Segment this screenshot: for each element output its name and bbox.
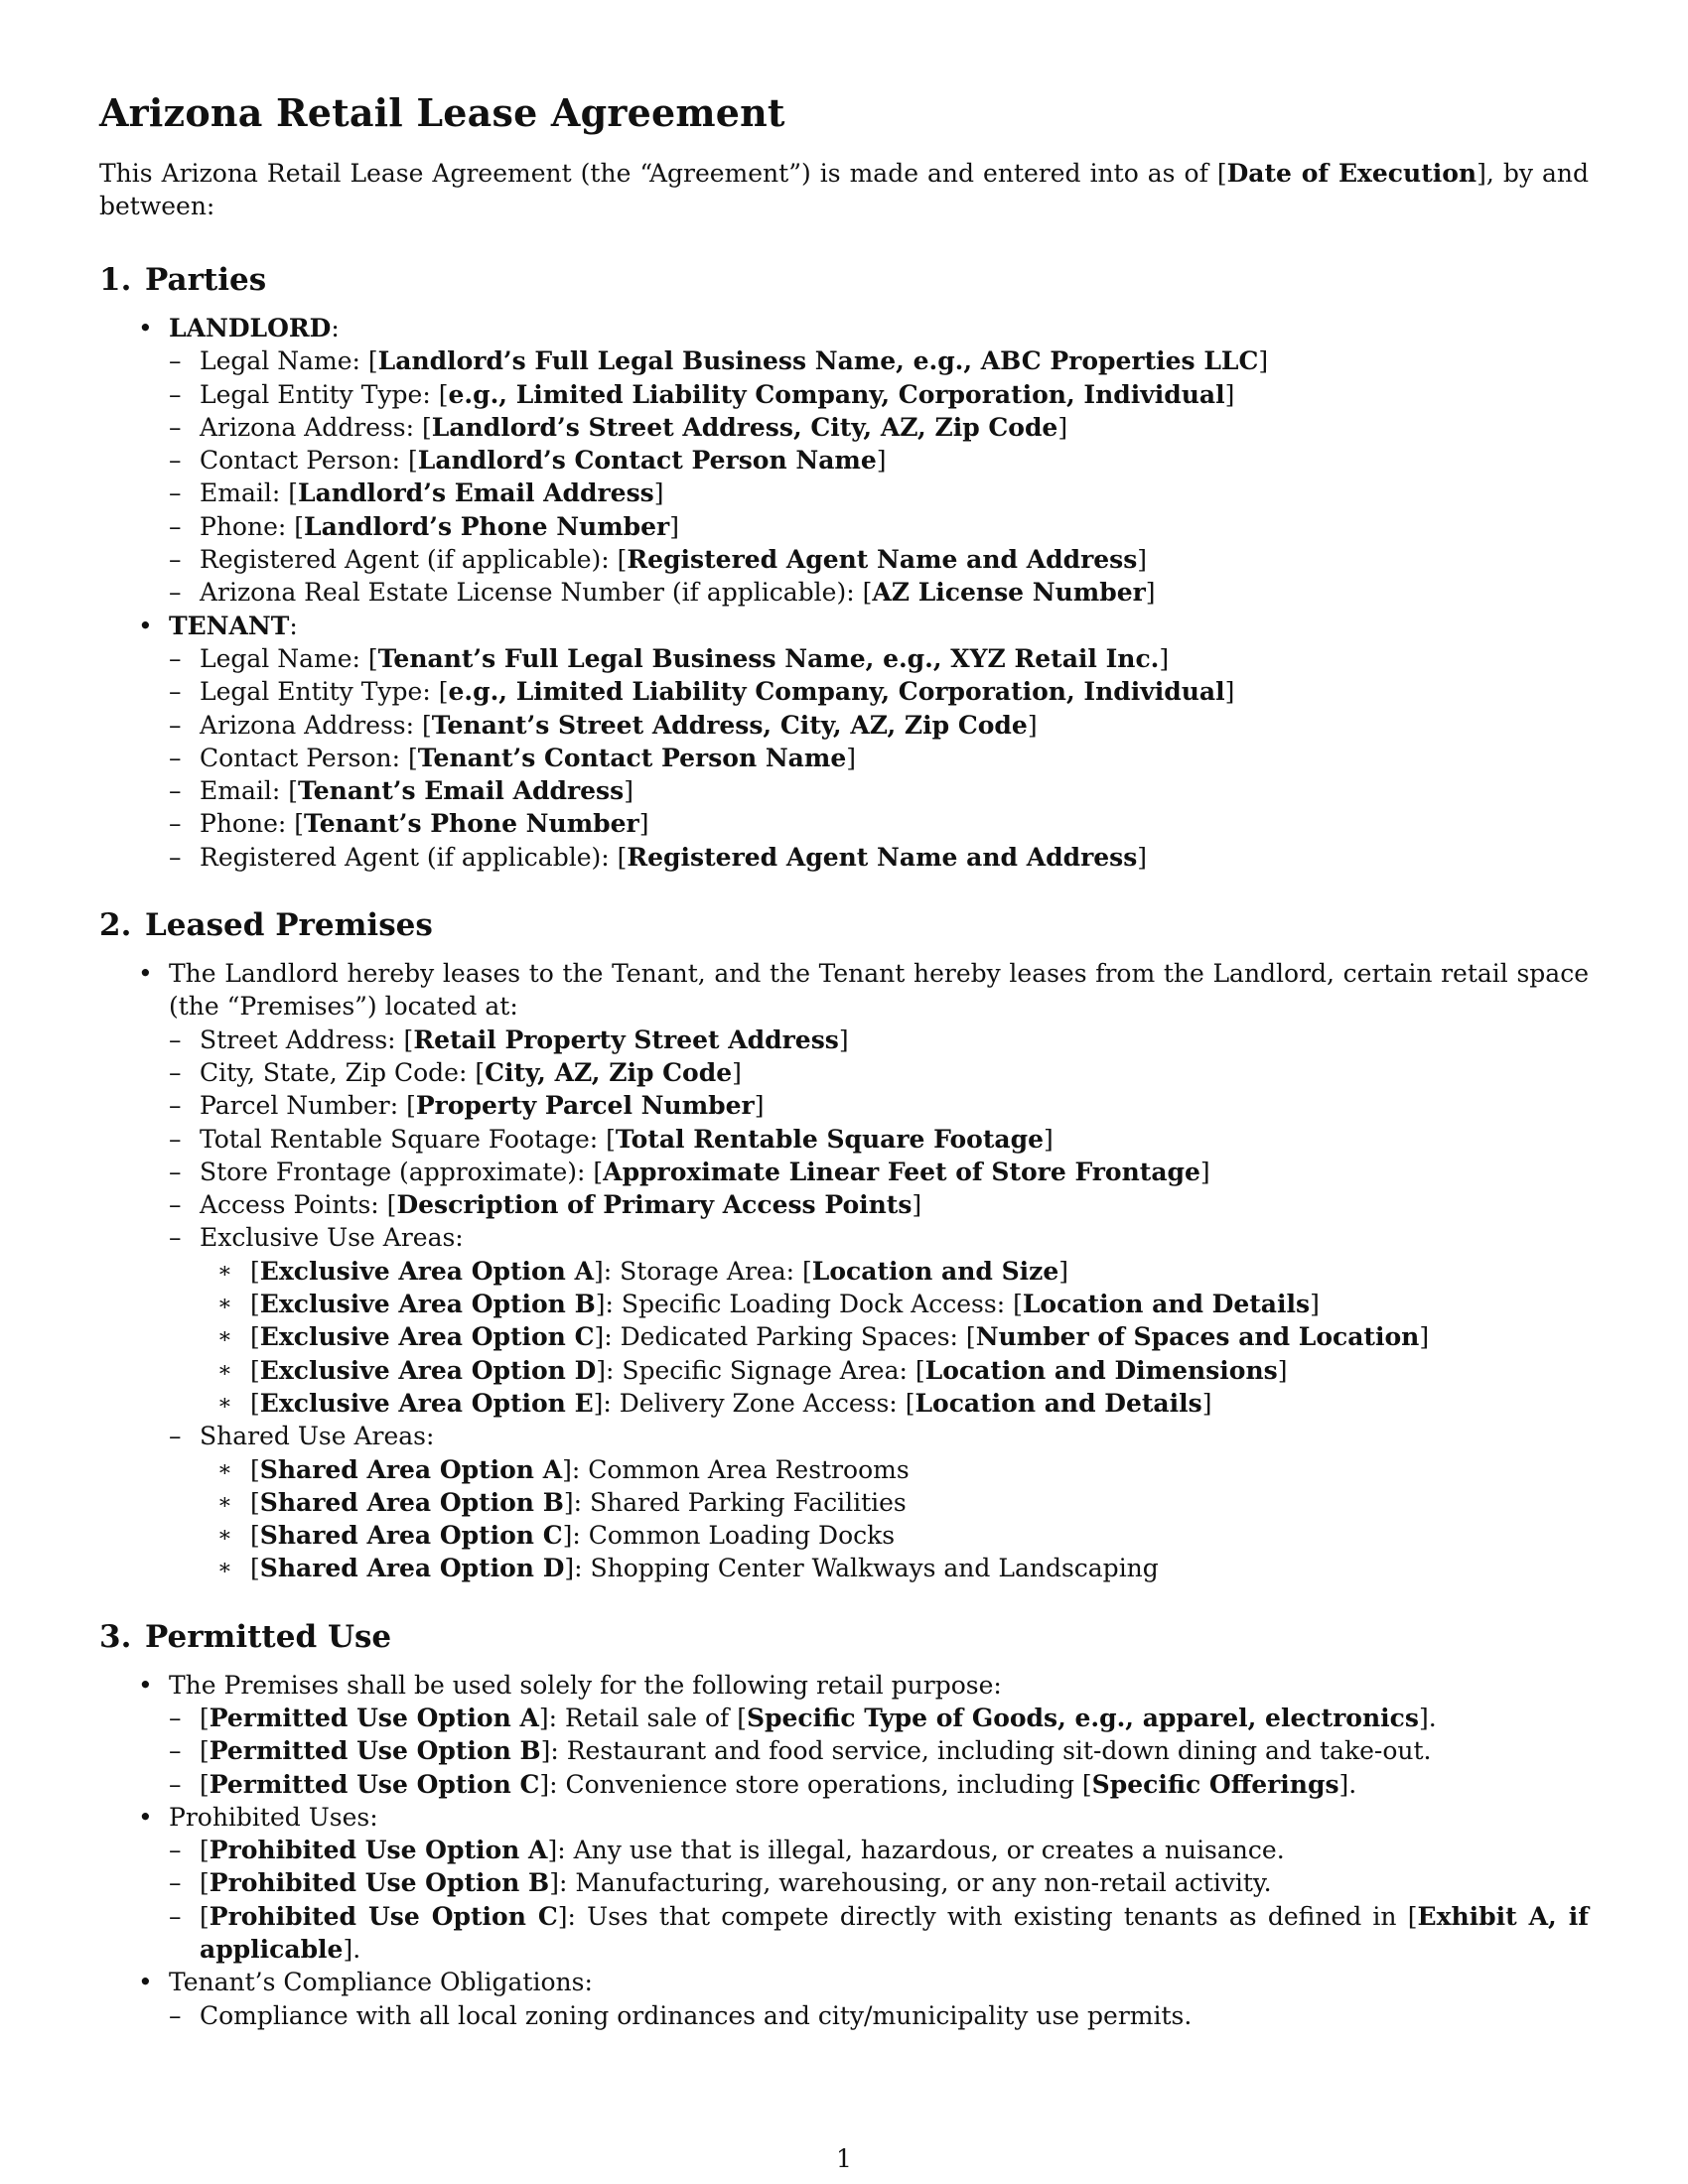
field-label: Total Rentable Square Footage: [200,1124,607,1154]
tenant-label: TENANT [169,611,290,640]
exclusive-label: Exclusive Use Areas: [200,1223,464,1253]
option-text: : Convenience store operations, including [ [549,1769,1092,1799]
field-placeholder: Registered Agent Name and Address [627,545,1138,575]
permitted-option: – [Permitted Use Option C]: Convenience store operations, including [Specific Offerings]. [169,1768,1589,1801]
option-placeholder: Location and Size [811,1256,1059,1286]
field-label: Street Address: [200,1024,404,1054]
section-heading [99,258,1589,302]
prohibited-option: – [Prohibited Use Option A]: Any use that is illegal, hazardous, or creates a nuisance. [169,1834,1589,1866]
landlord-fields [169,344,1589,609]
premises-lead: The Landlord hereby leases to the Tenant, and the Tenant hereby leases from the Landlord, certain retail space (the “Premises”) located at: [169,959,1589,1022]
option-name: Exclusive Area Option C [259,1322,595,1352]
field-label: Store Frontage (approximate): [200,1157,594,1186]
tenant-field: – Legal Entity Type: [e.g., Limited Liability Company, Corporation, Individual] [169,675,1589,708]
premises-list [99,957,1589,1585]
option-placeholder: Location and Details [1022,1290,1311,1319]
field-label: Email: [200,776,289,806]
option-text: : Specific Signage Area: [606,1355,915,1385]
option-name: Shared Area Option B [259,1487,564,1517]
option-placeholder: Location and Details [914,1388,1202,1418]
exclusive-options [200,1255,1589,1420]
option-text: : Delivery Zone Access: [603,1388,906,1418]
field-placeholder: Total Rentable Square Footage [615,1124,1044,1154]
exclusive-option: ∗ [Exclusive Area Option A]: Storage Area: [Location and Size] [200,1255,1589,1288]
field-placeholder: Landlord’s Street Address, City, AZ, Zip Code [431,412,1058,442]
premises-field: – Street Address: [Retail Property Street Address] [169,1024,1589,1056]
shared-option: ∗ [Shared Area Option A]: Common Area Restrooms [200,1453,1589,1486]
premises-field-list [169,1024,1589,1222]
intro-text-end: ], by and between: [99,159,1589,220]
exclusive-option: ∗ [Exclusive Area Option D]: Specific Signage Area: [Location and Dimensions] [200,1354,1589,1387]
parties-list [99,312,1589,874]
exclusive-option: ∗ [Exclusive Area Option E]: Delivery Zone Access: [Location and Details] [200,1387,1589,1420]
exclusive-use-item [169,1221,1589,1420]
section-parties [99,258,1589,874]
option-name: Prohibited Use Option A [209,1836,548,1865]
field-label: Registered Agent (if applicable): [200,545,618,575]
field-placeholder: Tenant’s Full Legal Business Name, e.g., XYZ Retail Inc. [377,643,1160,673]
field-label: Access Points: [200,1190,387,1220]
landlord-field: – Arizona Address: [Landlord’s Street Address, City, AZ, Zip Code] [169,411,1589,444]
shared-option: ∗ [Shared Area Option C]: Common Loading Docks [200,1519,1589,1552]
compliance-lead: Tenant’s Compliance Obligations: [169,1968,593,1997]
option-name: Prohibited Use Option B [209,1868,550,1898]
tenant-field: – Registered Agent (if applicable): [Registered Agent Name and Address] [169,841,1589,874]
field-label: Contact Person: [200,446,409,476]
field-placeholder: Approximate Linear Feet of Store Frontage [603,1157,1200,1186]
prohibited-option: – [Prohibited Use Option C]: Uses that compete directly with existing tenants as defined in [Exhibit A, if applicable]. [169,1900,1589,1967]
field-placeholder: Tenant’s Email Address [298,776,625,806]
page-number: 1 [836,2144,852,2173]
option-name: Exclusive Area Option A [259,1256,594,1286]
prohibited-option: – [Prohibited Use Option B]: Manufacturing, warehousing, or any non-retail activity. [169,1866,1589,1899]
exclusive-use [169,1221,1589,1584]
field-label: Email: [200,478,289,508]
section-number: 3. [99,1618,132,1655]
option-end: ]. [1418,1703,1437,1732]
field-label: Legal Name: [200,346,368,376]
option-text: : Shopping Center Walkways and Landscaping [574,1554,1159,1583]
field-label: Legal Name: [200,643,368,673]
option-text: : Specific Loading Dock Access: [605,1290,1014,1319]
landlord-field: – Arizona Real Estate License Number (if applicable): [AZ License Number] [169,576,1589,609]
option-end: ]. [343,1935,361,1965]
option-text: : Common Loading Docks [572,1521,896,1551]
premises-field: – City, State, Zip Code: [City, AZ, Zip Code] [169,1056,1589,1089]
section-number: 1. [99,262,132,298]
document-title: Arizona Retail Lease Agreement [99,90,785,135]
premises-field: – Parcel Number: [Property Parcel Number] [169,1089,1589,1122]
permitted-lead: The Premises shall be used solely for the following retail purpose: [169,1670,1002,1700]
field-placeholder: Tenant’s Street Address, City, AZ, Zip Code [431,710,1028,740]
tenant-field: – Phone: [Tenant’s Phone Number] [169,807,1589,840]
intro-paragraph [99,157,1589,222]
field-label: Arizona Address: [200,710,423,740]
shared-use-item [169,1420,1589,1584]
option-name: Permitted Use Option A [209,1703,539,1732]
permitted-option: – [Permitted Use Option B]: Restaurant and food service, including sit-down dining and take-out. [169,1734,1589,1767]
landlord-field: – Email: [Landlord’s Email Address] [169,477,1589,509]
option-text: : Manufacturing, warehousing, or any non-retail activity. [558,1868,1272,1898]
field-placeholder: Tenant’s Phone Number [304,809,639,839]
option-text: : Restaurant and food service, including sit-down dining and take-out. [550,1736,1432,1766]
use-list [99,1669,1589,2032]
field-label: Phone: [200,511,295,541]
compliance-item [99,1966,1589,2032]
premises-field: – Total Rentable Square Footage: [Total Rentable Square Footage] [169,1123,1589,1156]
tenant-fields [169,642,1589,874]
field-label: Phone: [200,809,295,839]
landlord-field: – Phone: [Landlord’s Phone Number] [169,510,1589,543]
option-text: : Retail sale of [ [548,1703,747,1732]
tenant-field: – Contact Person: [Tenant’s Contact Person Name] [169,742,1589,774]
option-placeholder: Location and Dimensions [924,1355,1278,1385]
field-label: Legal Entity Type: [200,677,439,707]
tenant-field: – Arizona Address: [Tenant’s Street Address, City, AZ, Zip Code] [169,709,1589,742]
field-placeholder: Description of Primary Access Points [396,1190,913,1220]
option-name: Permitted Use Option C [209,1769,540,1799]
landlord-field: – Contact Person: [Landlord’s Contact Person Name] [169,444,1589,477]
option-text: : Dedicated Parking Spaces: [604,1322,966,1352]
premises-field: – Access Points: [Description of Primary Access Points] [169,1188,1589,1221]
option-placeholder: Specific Offerings [1091,1769,1339,1799]
shared-label: Shared Use Areas: [200,1422,435,1451]
section-permitted-use [99,1615,1589,2032]
section-title: Permitted Use [145,1618,392,1655]
field-label: Arizona Address: [200,412,423,442]
field-placeholder: Landlord’s Contact Person Name [417,446,877,476]
section-heading [99,903,1589,947]
permitted-option: – [Permitted Use Option A]: Retail sale of [Specific Type of Goods, e.g., apparel, electronics]. [169,1702,1589,1734]
premises-item [99,957,1589,1585]
option-text: : Shared Parking Facilities [573,1487,907,1517]
option-placeholder: Number of Spaces and Location [975,1322,1420,1352]
permitted-item [99,1669,1589,1801]
field-placeholder: Landlord’s Full Legal Business Name, e.g., ABC Properties LLC [377,346,1259,376]
field-placeholder: Registered Agent Name and Address [627,842,1138,872]
shared-option: ∗ [Shared Area Option B]: Shared Parking Facilities [200,1486,1589,1519]
option-placeholder: Exhibit A, if applicable [200,1901,1589,1965]
prohibited-item [99,1801,1589,1966]
landlord-field: – Registered Agent (if applicable): [Registered Agent Name and Address] [169,543,1589,576]
landlord-field: – Legal Name: [Landlord’s Full Legal Business Name, e.g., ABC Properties LLC] [169,344,1589,377]
section-number: 2. [99,907,132,944]
exclusive-option: ∗ [Exclusive Area Option B]: Specific Loading Dock Access: [Location and Details] [200,1288,1589,1320]
prohibited-options [169,1834,1589,1966]
option-text: : Any use that is illegal, hazardous, or creates a nuisance. [557,1836,1285,1865]
option-text: : Storage Area: [603,1256,803,1286]
field-label: Registered Agent (if applicable): [200,842,618,872]
section-title: Parties [145,262,267,298]
compliance-options [169,1999,1589,2032]
field-placeholder: City, AZ, Zip Code [485,1057,733,1087]
option-name: Permitted Use Option B [209,1736,541,1766]
option-placeholder: Specific Type of Goods, e.g., apparel, electronics [746,1703,1419,1732]
option-name: Exclusive Area Option E [259,1388,594,1418]
field-placeholder: Tenant’s Contact Person Name [417,743,847,772]
prohibited-lead: Prohibited Uses: [169,1802,378,1832]
field-placeholder: Retail Property Street Address [413,1024,839,1054]
field-placeholder: e.g., Limited Liability Company, Corporation, Individual [448,379,1225,409]
option-name: Shared Area Option C [259,1521,563,1551]
field-placeholder: e.g., Limited Liability Company, Corporation, Individual [448,677,1225,707]
option-name: Shared Area Option A [259,1454,563,1484]
field-label: Contact Person: [200,743,409,772]
tenant-field: – Legal Name: [Tenant’s Full Legal Business Name, e.g., XYZ Retail Inc.] [169,642,1589,675]
option-text: : Uses that compete directly with existing tenants as defined in [ [567,1901,1418,1931]
field-label: Parcel Number: [200,1091,407,1121]
exclusive-option: ∗ [Exclusive Area Option C]: Dedicated Parking Spaces: [Number of Spaces and Location] [200,1320,1589,1353]
section-heading [99,1615,1589,1659]
section-premises [99,903,1589,1585]
landlord-label: LANDLORD [169,314,332,342]
option-name: Shared Area Option D [259,1554,565,1583]
field-placeholder: Landlord’s Phone Number [304,511,670,541]
compliance-option: – Compliance with all local zoning ordinances and city/municipality use permits. [169,1999,1589,2032]
section-title: Leased Premises [145,907,433,944]
shared-option: ∗ [Shared Area Option D]: Shopping Center Walkways and Landscaping [200,1552,1589,1584]
option-name: Prohibited Use Option C [209,1901,558,1931]
tenant-item: • TENANT: – Legal Name: [Tenant’s Full Legal Business Name, e.g., XYZ Retail Inc.] – Legal Entity Type: [e.g., Limited Liability Company, Corporation, Individual] – Arizona Address: [Tenant’s Street Address, City, AZ, Zip Code] – Contact Person: [Tenant’s Contact Person Name] – Email: [Tenant’s Email Address] – Phone: [Tenant’s Phone Number] – Registered Agent (if applicable): [Registered Agent Name and Address] [99,610,1589,874]
option-text: : Common Area Restrooms [571,1454,910,1484]
document-page [99,87,1589,2062]
option-name: Exclusive Area Option B [259,1290,596,1319]
field-placeholder: AZ License Number [872,578,1146,608]
option-end: ]. [1338,1769,1357,1799]
field-placeholder: Landlord’s Email Address [298,478,654,508]
intro-text: This Arizona Retail Lease Agreement (the “Agreement”) is made and entered into as of [ [99,159,1227,188]
tenant-field: – Email: [Tenant’s Email Address] [169,774,1589,807]
option-name: Exclusive Area Option D [259,1355,597,1385]
landlord-item: • LANDLORD: – Legal Name: [Landlord’s Full Legal Business Name, e.g., ABC Properties LLC] – Legal Entity Type: [e.g., Limited Liability Company, Corporation, Individual] – Arizona Address: [Landlord’s Street Address, City, AZ, Zip Code] – Contact Person: [Landlord’s Contact Person Name] – Email: [Landlord’s Email Address] – Phone: [Landlord’s Phone Number] – Registered Agent (if applicable): [Registered Agent Name and Address] – Arizona Real Estate License Number (if applicable): [AZ License Number] [99,312,1589,610]
field-label: Arizona Real Estate License Number (if applicable): [200,578,863,608]
premises-field: – Store Frontage (approximate): [Approximate Linear Feet of Store Frontage] [169,1156,1589,1188]
shared-options [200,1453,1589,1585]
permitted-options [169,1702,1589,1801]
landlord-field: – Legal Entity Type: [e.g., Limited Liability Company, Corporation, Individual] [169,378,1589,411]
field-label: Legal Entity Type: [200,379,439,409]
field-label: City, State, Zip Code: [200,1057,476,1087]
execution-date-placeholder: Date of Execution [1226,159,1477,188]
field-placeholder: Property Parcel Number [415,1091,755,1121]
